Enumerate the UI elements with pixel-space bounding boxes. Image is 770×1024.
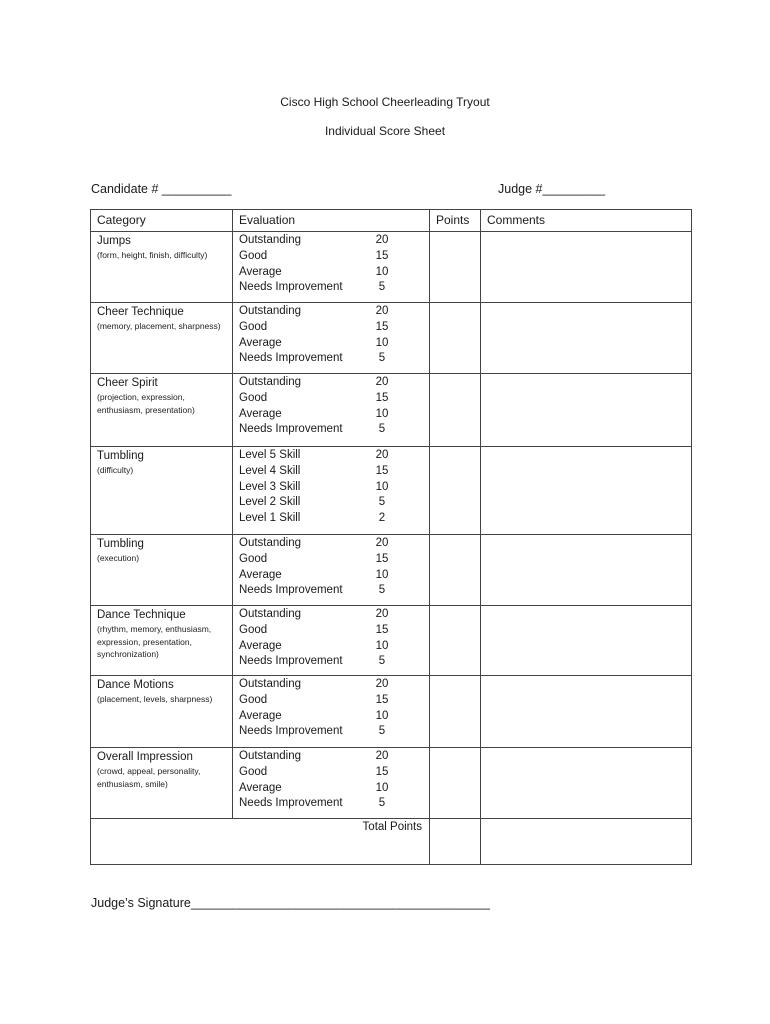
evaluation-option xyxy=(239,749,429,765)
score-table xyxy=(90,209,692,865)
points-cell[interactable] xyxy=(430,447,481,535)
evaluation-label: Needs Improvement xyxy=(239,725,343,738)
points-cell[interactable] xyxy=(430,232,481,303)
evaluation-points: 10 xyxy=(375,568,389,581)
evaluation-label: Level 1 Skill xyxy=(239,512,301,525)
candidate-number-field[interactable]: Candidate # __________ xyxy=(91,182,232,196)
evaluation-points: 5 xyxy=(378,423,386,436)
evaluation-points: 20 xyxy=(375,376,389,388)
table-row xyxy=(91,606,692,676)
evaluation-points: 20 xyxy=(375,750,389,762)
evaluation-points: 15 xyxy=(375,391,389,404)
evaluation-label: Average xyxy=(239,639,282,652)
category-description: (difficulty) xyxy=(97,465,134,475)
comments-cell[interactable] xyxy=(481,676,692,748)
evaluation-option xyxy=(239,511,429,527)
evaluation-points: 5 xyxy=(378,725,386,738)
evaluation-option xyxy=(239,623,429,639)
evaluation-points: 20 xyxy=(375,678,389,690)
evaluation-points: 20 xyxy=(375,449,389,461)
comments-cell[interactable] xyxy=(481,374,692,447)
evaluation-points: 5 xyxy=(378,281,386,294)
table-row xyxy=(91,676,692,748)
evaluation-label: Level 2 Skill xyxy=(239,496,301,509)
evaluation-label: Average xyxy=(239,568,282,581)
evaluation-option xyxy=(239,693,429,709)
evaluation-label: Average xyxy=(239,709,282,722)
evaluation-option xyxy=(239,796,429,812)
comments-cell[interactable] xyxy=(481,606,692,676)
evaluation-label: Level 5 Skill xyxy=(239,449,301,461)
evaluation-option xyxy=(239,495,429,511)
points-cell[interactable] xyxy=(430,303,481,374)
category-description: (crowd, appeal, personality, enthusiasm, smile) xyxy=(97,766,201,789)
category-description: (form, height, finish, difficulty) xyxy=(97,250,208,260)
evaluation-option xyxy=(239,654,429,670)
evaluation-option xyxy=(239,568,429,584)
header-comments: Comments xyxy=(481,210,692,232)
evaluation-label: Good xyxy=(239,623,268,636)
evaluation-points: 20 xyxy=(375,305,389,317)
header-points: Points xyxy=(430,210,481,232)
evaluation-option xyxy=(239,351,429,367)
category-cell xyxy=(91,303,233,374)
evaluation-option xyxy=(239,607,429,623)
table-header-row xyxy=(91,210,692,232)
evaluation-label: Good xyxy=(239,249,268,262)
category-description: (execution) xyxy=(97,553,140,563)
table-row xyxy=(91,232,692,303)
evaluation-points: 10 xyxy=(375,480,389,493)
evaluation-cell xyxy=(233,374,430,447)
evaluation-option xyxy=(239,280,429,296)
comments-cell[interactable] xyxy=(481,748,692,819)
category-cell xyxy=(91,606,233,676)
evaluation-points: 5 xyxy=(378,496,386,509)
category-description: (memory, placement, sharpness) xyxy=(97,321,221,331)
category-description: (placement, levels, sharpness) xyxy=(97,694,213,704)
evaluation-points: 15 xyxy=(375,623,389,636)
evaluation-label: Level 3 Skill xyxy=(239,480,301,493)
points-cell[interactable] xyxy=(430,374,481,447)
category-name: Cheer Spirit xyxy=(97,377,158,389)
category-cell xyxy=(91,535,233,606)
evaluation-label: Average xyxy=(239,336,282,349)
evaluation-cell xyxy=(233,748,430,819)
evaluation-label: Outstanding xyxy=(239,234,302,246)
evaluation-option xyxy=(239,552,429,568)
evaluation-option xyxy=(239,336,429,352)
category-name: Tumbling xyxy=(97,450,144,462)
evaluation-cell xyxy=(233,447,430,535)
evaluation-option xyxy=(239,249,429,265)
category-cell xyxy=(91,748,233,819)
category-name: Cheer Technique xyxy=(97,306,184,318)
evaluation-points: 5 xyxy=(378,655,386,668)
evaluation-label: Average xyxy=(239,407,282,420)
category-description: (projection, expression, enthusiasm, presentation) xyxy=(97,392,195,415)
category-cell xyxy=(91,447,233,535)
evaluation-label: Outstanding xyxy=(239,750,302,762)
table-row xyxy=(91,748,692,819)
comments-cell[interactable] xyxy=(481,447,692,535)
category-name: Overall Impression xyxy=(97,751,193,763)
total-comments-cell[interactable] xyxy=(481,819,692,865)
evaluation-option xyxy=(239,480,429,496)
evaluation-label: Needs Improvement xyxy=(239,584,343,597)
evaluation-option xyxy=(239,448,429,464)
evaluation-option xyxy=(239,320,429,336)
category-name: Dance Motions xyxy=(97,679,174,691)
evaluation-option xyxy=(239,765,429,781)
evaluation-label: Good xyxy=(239,765,268,778)
evaluation-points: 20 xyxy=(375,234,389,246)
evaluation-option xyxy=(239,407,429,423)
category-cell xyxy=(91,676,233,748)
total-points-label: Total Points xyxy=(91,819,430,865)
evaluation-option xyxy=(239,583,429,599)
evaluation-points: 15 xyxy=(375,552,389,565)
evaluation-label: Good xyxy=(239,320,268,333)
evaluation-points: 15 xyxy=(375,464,389,477)
judge-signature-line[interactable]: Judge’s Signature___________________________________________ xyxy=(91,896,490,910)
evaluation-points: 5 xyxy=(378,584,386,597)
evaluation-option xyxy=(239,391,429,407)
form-title: Cisco High School Cheerleading Tryout xyxy=(280,95,490,109)
evaluation-points: 10 xyxy=(375,781,389,794)
evaluation-cell xyxy=(233,676,430,748)
evaluation-label: Outstanding xyxy=(239,678,302,690)
evaluation-points: 20 xyxy=(375,537,389,549)
evaluation-label: Outstanding xyxy=(239,376,302,388)
total-row xyxy=(91,819,692,865)
category-name: Dance Technique xyxy=(97,609,186,621)
points-cell[interactable] xyxy=(430,676,481,748)
evaluation-label: Good xyxy=(239,391,268,404)
evaluation-option xyxy=(239,375,429,391)
evaluation-label: Needs Improvement xyxy=(239,797,343,810)
comments-cell[interactable] xyxy=(481,303,692,374)
evaluation-label: Good xyxy=(239,693,268,706)
evaluation-points: 15 xyxy=(375,765,389,778)
evaluation-option xyxy=(239,422,429,438)
comments-cell[interactable] xyxy=(481,535,692,606)
total-points-cell[interactable] xyxy=(430,819,481,865)
evaluation-option xyxy=(239,677,429,693)
evaluation-label: Needs Improvement xyxy=(239,281,343,294)
evaluation-points: 15 xyxy=(375,320,389,333)
evaluation-label: Average xyxy=(239,265,282,278)
evaluation-points: 10 xyxy=(375,639,389,652)
category-description: (rhythm, memory, enthusiasm, expression, presentation, synchronization) xyxy=(97,624,212,659)
evaluation-cell xyxy=(233,303,430,374)
table-row xyxy=(91,447,692,535)
evaluation-option xyxy=(239,639,429,655)
evaluation-label: Good xyxy=(239,552,268,565)
table-row xyxy=(91,303,692,374)
evaluation-option xyxy=(239,464,429,480)
evaluation-cell xyxy=(233,535,430,606)
category-cell xyxy=(91,374,233,447)
evaluation-points: 15 xyxy=(375,249,389,262)
evaluation-option xyxy=(239,709,429,725)
evaluation-points: 10 xyxy=(375,265,389,278)
header-evaluation: Evaluation xyxy=(233,210,430,232)
category-name: Jumps xyxy=(97,235,131,247)
category-cell xyxy=(91,232,233,303)
evaluation-label: Average xyxy=(239,781,282,794)
evaluation-option xyxy=(239,233,429,249)
evaluation-label: Needs Improvement xyxy=(239,655,343,668)
judge-number-field[interactable]: Judge #_________ xyxy=(498,182,606,196)
table-row xyxy=(91,535,692,606)
points-cell[interactable] xyxy=(430,535,481,606)
header-category: Category xyxy=(91,210,233,232)
evaluation-option xyxy=(239,304,429,320)
evaluation-points: 15 xyxy=(375,693,389,706)
points-cell[interactable] xyxy=(430,606,481,676)
evaluation-label: Needs Improvement xyxy=(239,352,343,365)
evaluation-label: Outstanding xyxy=(239,608,302,620)
evaluation-option xyxy=(239,265,429,281)
evaluation-points: 10 xyxy=(375,407,389,420)
evaluation-points: 5 xyxy=(378,797,386,810)
evaluation-option xyxy=(239,781,429,797)
evaluation-label: Outstanding xyxy=(239,305,302,317)
evaluation-cell xyxy=(233,232,430,303)
evaluation-label: Outstanding xyxy=(239,537,302,549)
evaluation-points: 10 xyxy=(375,336,389,349)
evaluation-option xyxy=(239,536,429,552)
evaluation-cell xyxy=(233,606,430,676)
evaluation-label: Needs Improvement xyxy=(239,423,343,436)
category-name: Tumbling xyxy=(97,538,144,550)
evaluation-points: 2 xyxy=(378,512,386,525)
evaluation-points: 5 xyxy=(378,352,386,365)
evaluation-points: 10 xyxy=(375,709,389,722)
evaluation-option xyxy=(239,724,429,740)
form-subtitle: Individual Score Sheet xyxy=(324,124,446,138)
evaluation-label: Level 4 Skill xyxy=(239,464,301,477)
table-row xyxy=(91,374,692,447)
points-cell[interactable] xyxy=(430,748,481,819)
evaluation-points: 20 xyxy=(375,608,389,620)
comments-cell[interactable] xyxy=(481,232,692,303)
